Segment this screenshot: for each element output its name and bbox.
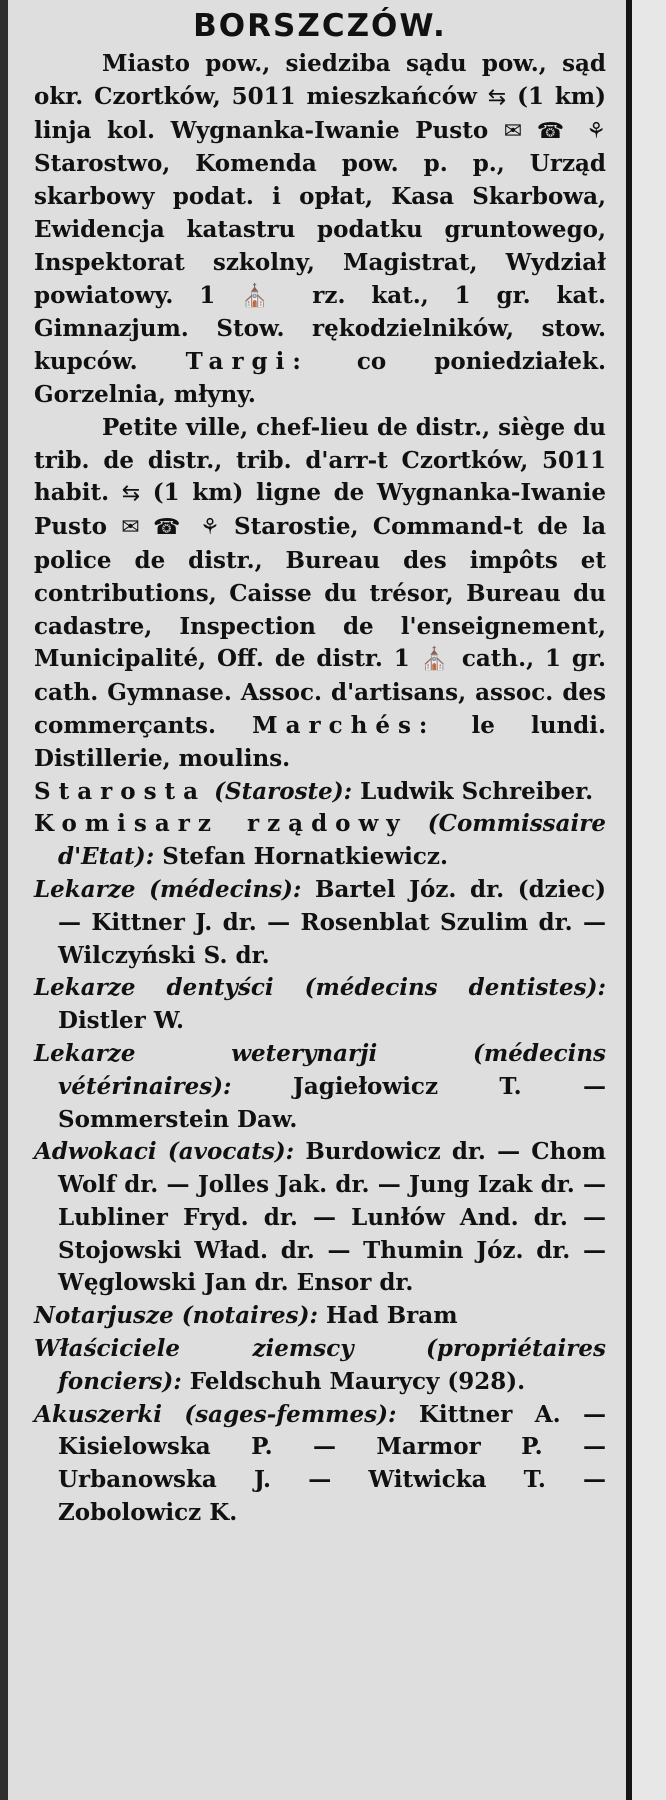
entry-adwokaci: Adwokaci (avocats): Burdowicz dr. — Chom Wolf dr. — Jolles Jak. dr. — Jung Izak dr. — Lubliner Fryd. dr. — Lunłów And. dr. — Stojowski Wład. dr. — Thumin Józ. dr. — Węglowski Jan dr. Ensor dr. [34,1138,606,1297]
church-icon: ⛪ [420,647,451,673]
post-telegraph-telephone-icons: ✉ ☎ ⚘ [503,118,607,144]
town-title: BORSZCZÓW. [193,8,447,44]
railway-icon: ⇆ [121,481,141,507]
railway-icon: ⇆ [487,84,507,110]
entry-wlasciciele: Właściciele ziemscy (propriétaires fonciers): Feldschuh Maurycy (928). [34,1335,606,1395]
market-label-fr: Marchés: [252,711,436,739]
french-description: Petite ville, chef-lieu de distr., siège du trib. de distr., trib. d'arr-t Czortków, 5011 habit. ⇆ (1 km) ligne de Wygnanka-Iwanie Pusto ✉ ☎ ⚘ Starostie, Command-t de la police de distr., Bureau des impôts et contributions, Caisse du trésor, Bureau du cadastre, Inspection de l'enseignement, Municipalité, Off. de distr. 1 ⛪ cath., 1 gr. cath. Gymnase. Assoc. d'artisans, assoc. des commerçants. Marchés: le lundi. Distillerie, moulins. [34,413,607,772]
entry-weterynarze: Lekarze weterynarji (médecins vétérinaires): Jagiełowicz T. — Sommerstein Daw. [34,1039,606,1133]
entry-komisarz: Komisarz rządowy (Commissaire d'Etat): Stefan Hornatkiewicz. [34,810,606,871]
entry-lekarze: Lekarze (médecins): Bartel Józ. dr. (dziec) — Kittner J. dr. — Rosenblat Szulim dr. — Wilczyński S. dr. [34,875,606,969]
entry-starosta: Starosta (Staroste): Ludwik Schreiber. [34,777,594,805]
polish-description: Miasto pow., siedziba sądu pow., sąd okr. Czortków, 5011 mieszkańców ⇆ (1 km) linja kol. Wygnanka-Iwanie Pusto ✉ ☎ ⚘ Starostwo, Komenda pow. p. p., Urząd skarbowy podat. i opłat, Kasa Skarbowa, Ewidencja katastru podatku gruntowego, Inspektorat szkolny, Magistrat, Wydział powiatowy. 1 ⛪ rz. kat., 1 gr. kat. Gimnazjum. Stow. rękodzielników, stow. kupców. Targi: co poniedziałek. Gorzelnia, młyny. [34,50,607,408]
page-edge [632,0,666,1800]
church-icon: ⛪ [241,283,287,309]
entry-dentysci: Lekarze dentyści (médecins dentistes): Distler W. [34,974,606,1035]
entry-notarjusze: Notarjusze (notaires): Had Bram [34,1302,458,1330]
post-telegraph-telephone-icons: ✉ ☎ ⚘ [121,515,220,541]
market-label-pl: Targi: [185,348,309,376]
directory-page [8,0,626,1800]
entry-akuszerki: Akuszerki (sages-femmes): Kittner A. — Kisielowska P. — Marmor P. — Urbanowska J. — Witwicka T. — Zobolowicz K. [34,1400,606,1527]
